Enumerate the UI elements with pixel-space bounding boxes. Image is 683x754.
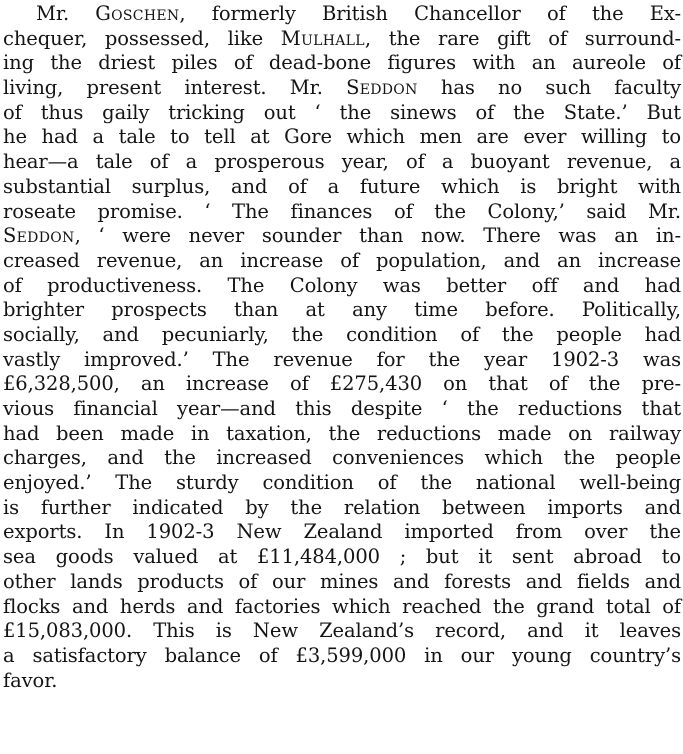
text-line (3, 249, 681, 274)
text-line (3, 595, 681, 620)
proper-name: Mulhall (280, 26, 365, 50)
text-line (3, 570, 681, 595)
text-segment: , the rare gift of surround- (364, 26, 681, 50)
text-segment: creased revenue, an increase of population, and an increase (3, 248, 681, 272)
text-segment: charges, and the increased conveniences which the people (3, 446, 681, 470)
text-segment: , ‘ were never sounder than now. There was an in- (74, 224, 681, 248)
text-line (3, 644, 681, 669)
text-segment: chequer, possessed, like (3, 26, 281, 50)
text-segment: enjoyed.’ The sturdy condition of the national well-being (3, 471, 681, 495)
text-segment: is further indicated by the relation between imports and (3, 495, 681, 519)
text-segment: socially, and pecuniarly, the condition of the people had (3, 322, 681, 346)
text-line (3, 51, 681, 76)
text-segment: he had a tale to tell at Gore which men are ever willing to (3, 125, 681, 149)
text-segment: a satisfactory balance of £3,599,000 in our young country’s (3, 643, 681, 667)
text-line (3, 2, 681, 27)
text-line (3, 101, 681, 126)
text-line (3, 175, 681, 200)
text-segment: exports. In 1902-3 New Zealand imported from over the (3, 520, 681, 544)
text-segment: had been made in taxation, the reductions made on railway (3, 421, 681, 445)
article-text (3, 2, 681, 693)
text-segment: vious financial year—and this despite ‘ the reductions that (3, 397, 681, 420)
text-line (3, 224, 681, 249)
text-segment: Mr. (36, 2, 96, 25)
text-segment: £6,328,500, an increase of £275,430 on that of the pre- (3, 372, 681, 396)
text-line (3, 619, 681, 644)
text-line (3, 471, 681, 496)
text-segment: substantial surplus, and of a future which is bright with (3, 174, 681, 198)
text-line (3, 27, 681, 52)
text-line (3, 397, 681, 422)
text-segment: roseate promise. ‘ The finances of the Colony,’ said Mr. (3, 199, 681, 223)
text-segment: other lands products of our mines and forests and fields and (3, 569, 681, 593)
proper-name: Seddon (346, 76, 418, 100)
text-segment: of thus gaily tricking out ‘ the sinews of the State.’ But (3, 100, 681, 124)
text-line (3, 298, 681, 323)
text-line (3, 200, 681, 225)
text-line (3, 274, 681, 299)
text-line (3, 150, 681, 175)
text-line (3, 125, 681, 150)
text-segment: sea goods valued at £11,484,000 ; but it sent abroad to (3, 545, 681, 569)
proper-name: Goschen (95, 2, 180, 25)
text-segment: vastly improved.’ The revenue for the year 1902-3 was (3, 347, 681, 371)
text-line (3, 323, 681, 348)
text-segment: ing the driest piles of dead-bone figures with an aureole of (3, 51, 681, 75)
text-segment: living, present interest. Mr. (3, 76, 347, 100)
text-line (3, 496, 681, 521)
text-line (3, 348, 681, 373)
text-segment: favor. (3, 668, 58, 692)
text-segment: £15,083,000. This is New Zealand’s record, and it leaves (3, 619, 681, 643)
text-line (3, 372, 681, 397)
text-line (3, 669, 681, 694)
text-segment: brighter prospects than at any time before. Politically, (3, 298, 681, 322)
text-line (3, 520, 681, 545)
text-line (3, 545, 681, 570)
proper-name: Seddon (3, 224, 75, 248)
text-segment: , formerly British Chancellor of the Ex- (179, 2, 681, 25)
text-segment: hear—a tale of a prosperous year, of a buoyant revenue, a (3, 150, 681, 174)
text-line (3, 422, 681, 447)
text-segment: has no such faculty (417, 76, 681, 100)
text-segment: flocks and herds and factories which reached the grand total of (3, 594, 681, 618)
text-line (3, 76, 681, 101)
text-segment: of productiveness. The Colony was better off and had (3, 273, 681, 297)
text-line (3, 446, 681, 471)
